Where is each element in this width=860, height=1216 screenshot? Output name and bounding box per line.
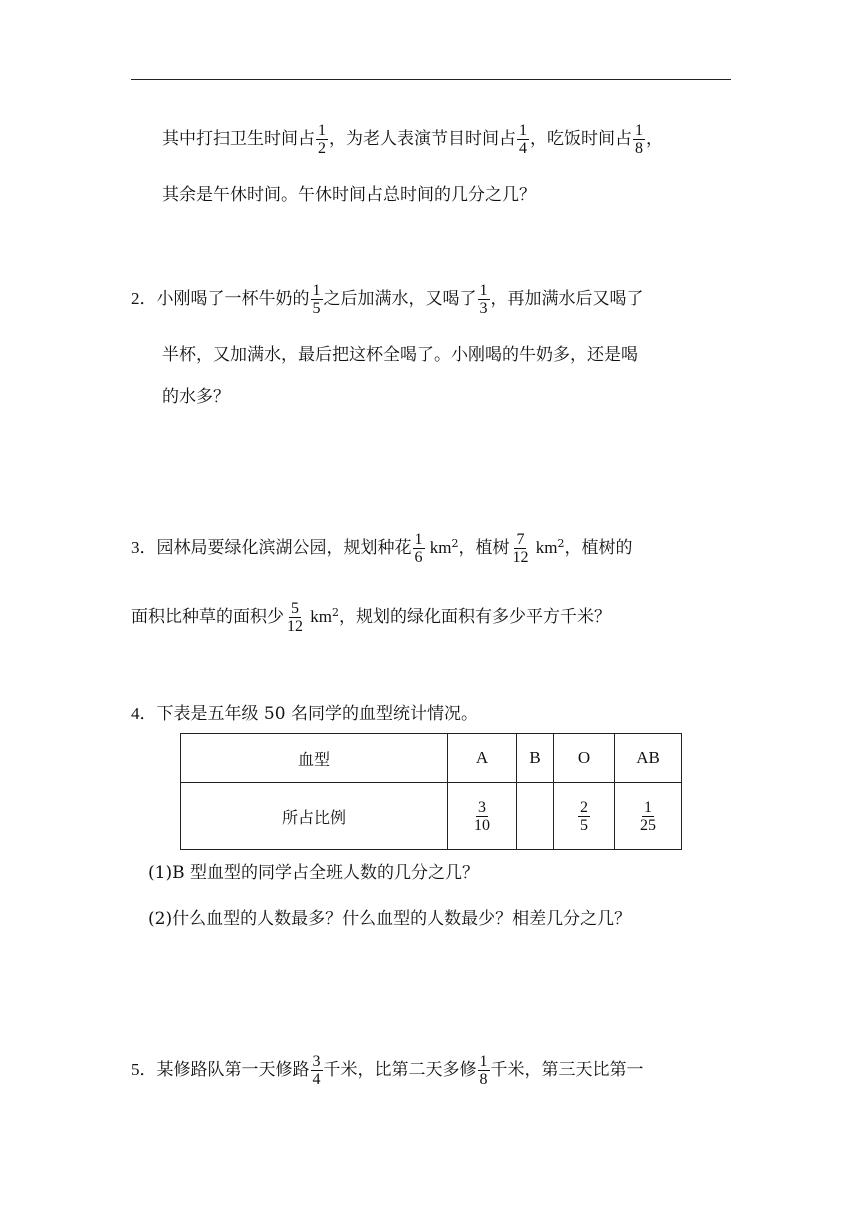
q3-text: ，规划的绿化面积有多少平方千米？ — [338, 607, 611, 627]
q1-text: ，为老人表演节目时间占 — [329, 129, 516, 149]
question-number: 4． — [131, 704, 157, 723]
unit-exponent: 2 — [331, 606, 339, 619]
q4-line-1 — [131, 702, 478, 726]
q1-text: 其中打扫卫生时间占 — [162, 129, 315, 149]
q3-text: ，植树的 — [564, 538, 633, 558]
q4-text: 下表是五年级 50 名同学的血型统计情况。 — [156, 704, 478, 724]
header-rule — [131, 79, 731, 80]
q3-text: 面积比种草的面积少 — [131, 607, 284, 627]
table-cell — [615, 783, 682, 850]
q1-text: ，吃饭时间占 — [530, 129, 632, 149]
table-header-cell: B — [517, 734, 554, 783]
q2-text: 之后加满水，又喝了 — [323, 289, 477, 309]
table-cell — [554, 783, 615, 850]
fraction: $\frac{1}{3}$ — [479, 282, 488, 317]
unit-exponent: 2 — [557, 537, 565, 550]
fraction: $\frac{1}{4}$ — [519, 122, 527, 157]
fraction: $\frac{1}{5}$ — [312, 282, 321, 317]
q3-line-2 — [131, 600, 611, 635]
table-header-cell: A — [448, 734, 517, 783]
unit: km — [425, 538, 452, 557]
table-cell — [448, 783, 517, 850]
question-number: 5． — [131, 1060, 157, 1079]
q2-line-1 — [131, 282, 644, 317]
punctuation: ， — [646, 129, 663, 149]
q5-line-1 — [131, 1053, 644, 1088]
table-header-cell: O — [554, 734, 615, 783]
blood-type-table — [180, 733, 682, 850]
question-number: 3． — [131, 538, 157, 557]
fraction: $\frac{1}{25}$ — [640, 798, 656, 834]
table-header-row — [181, 734, 682, 783]
q2-text: ，再加满水后又喝了 — [490, 289, 644, 309]
table-row — [181, 783, 682, 850]
q5-text: 千米，第三天比第一 — [490, 1060, 644, 1080]
q3-text: ，植树 — [458, 538, 510, 558]
fraction: $\frac{1}{8}$ — [635, 122, 643, 157]
table-header-cell: 血型 — [181, 734, 448, 783]
q5-text: 千米，比第二天多修 — [323, 1060, 477, 1080]
q5-text: 某修路队第一天修路 — [156, 1060, 310, 1080]
fraction: $\frac{1}{6}$ — [414, 531, 423, 566]
q4-sub-1: (1)B 型血型的同学占全班人数的几分之几？ — [148, 863, 479, 883]
fraction: $\frac{3}{4}$ — [312, 1053, 321, 1088]
q4-sub-2: (2)什么血型的人数最多？什么血型的人数最少？相差几分之几？ — [148, 909, 632, 929]
question-number: 2． — [131, 289, 157, 308]
fraction: $\frac{1}{2}$ — [318, 122, 326, 157]
q3-line-1 — [131, 531, 632, 566]
unit: km — [531, 538, 558, 557]
unit-exponent: 2 — [451, 537, 459, 550]
fraction: $\frac{1}{8}$ — [479, 1053, 488, 1088]
table-row-label: 所占比例 — [181, 783, 448, 850]
q1-line-1 — [162, 122, 663, 157]
table-header-cell: AB — [615, 734, 682, 783]
unit: km — [306, 607, 332, 626]
q2-line-3: 的水多？ — [162, 387, 230, 407]
fraction: $\frac{5}{12}$ — [287, 600, 303, 635]
table-cell-empty — [517, 783, 554, 850]
q3-text: 园林局要绿化滨湖公园，规划种花 — [156, 538, 412, 558]
q2-text: 小刚喝了一杯牛奶的 — [156, 289, 310, 309]
fraction: $\frac{3}{10}$ — [474, 798, 490, 834]
q2-line-2: 半杯，又加满水，最后把这杯全喝了。小刚喝的牛奶多，还是喝 — [162, 345, 638, 365]
fraction: $\frac{2}{5}$ — [580, 798, 588, 834]
fraction: $\frac{7}{12}$ — [512, 531, 529, 566]
q1-line-2: 其余是午休时间。午休时间占总时间的几分之几？ — [162, 185, 536, 205]
